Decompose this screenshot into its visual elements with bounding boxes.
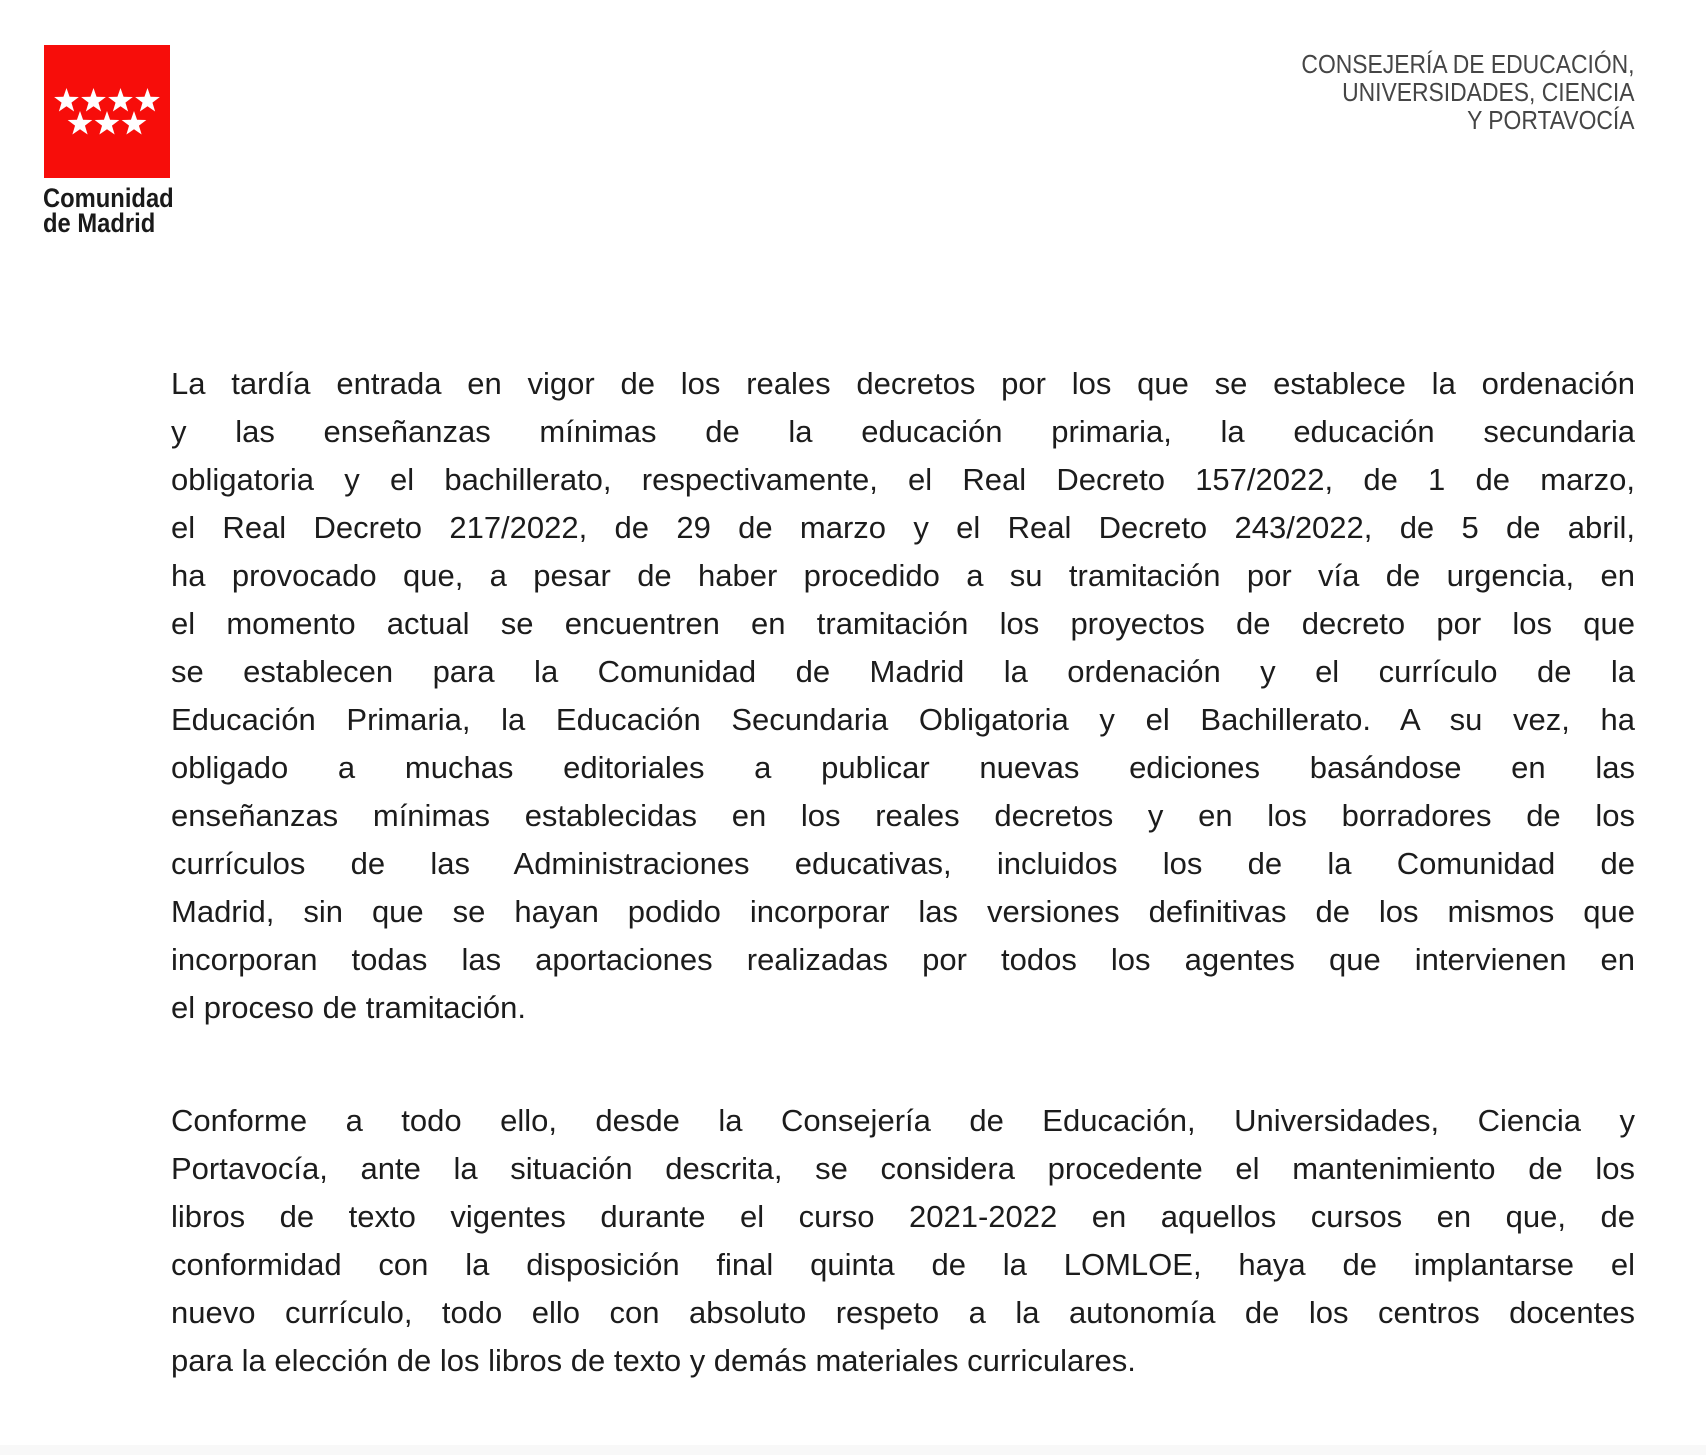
text-line: CONSEJERÍA DE EDUCACIÓN, — [1301, 49, 1635, 79]
text-line: UNIVERSIDADES, CIENCIA — [1342, 77, 1635, 107]
text-line: Y PORTAVOCÍA — [1467, 105, 1635, 135]
text-line: libros de texto vigentes durante el curso 2021-2022 en aquellos cursos en que, de — [171, 1199, 1635, 1234]
text-line: para la elección de los libros de texto y demás materiales curriculares. — [171, 1343, 1136, 1378]
paragraph-2 — [171, 1097, 1635, 1385]
logo-caption-line1: Comunidad — [43, 183, 174, 213]
logo-caption-line2: de Madrid — [43, 208, 156, 238]
department-header — [1302, 50, 1635, 134]
text-line: Madrid, sin que se hayan podido incorporar las versiones definitivas de los mismos que — [171, 894, 1635, 929]
text-line: Portavocía, ante la situación descrita, se considera procedente el mantenimiento de los — [171, 1151, 1635, 1186]
page-bottom-band — [0, 1445, 1706, 1455]
text-line: y las enseñanzas mínimas de la educación primaria, la educación secundaria — [171, 414, 1635, 449]
text-line: incorporan todas las aportaciones realizadas por todos los agentes que intervienen en — [171, 942, 1635, 977]
text-line: Conforme a todo ello, desde la Consejería de Educación, Universidades, Ciencia y — [171, 1103, 1635, 1138]
text-line: obligatoria y el bachillerato, respectivamente, el Real Decreto 157/2022, de 1 de marzo, — [171, 462, 1635, 497]
letter-body — [171, 360, 1635, 1385]
text-line: Educación Primaria, la Educación Secundaria Obligatoria y el Bachillerato. A su vez, ha — [171, 702, 1635, 737]
text-line: enseñanzas mínimas establecidas en los reales decretos y en los borradores de los — [171, 798, 1635, 833]
text-line: el proceso de tramitación. — [171, 990, 526, 1025]
logo-caption — [43, 183, 174, 238]
text-line: el Real Decreto 217/2022, de 29 de marzo y el Real Decreto 243/2022, de 5 de abril, — [171, 510, 1635, 545]
text-line: nuevo currículo, todo ello con absoluto respeto a la autonomía de los centros docentes — [171, 1295, 1635, 1330]
text-line: La tardía entrada en vigor de los reales decretos por los que se establece la ordenación — [171, 366, 1635, 401]
text-line: ha provocado que, a pesar de haber procedido a su tramitación por vía de urgencia, en — [171, 558, 1635, 593]
text-line: se establecen para la Comunidad de Madrid la ordenación y el currículo de la — [171, 654, 1635, 689]
text-line: obligado a muchas editoriales a publicar nuevas ediciones basándose en las — [171, 750, 1635, 785]
paragraph-1 — [171, 360, 1635, 1032]
text-line: conformidad con la disposición final quinta de la LOMLOE, haya de implantarse el — [171, 1247, 1635, 1282]
text-line: currículos de las Administraciones educativas, incluidos los de la Comunidad de — [171, 846, 1635, 881]
text-line: el momento actual se encuentren en tramitación los proyectos de decreto por los que — [171, 606, 1635, 641]
comunidad-de-madrid-flag-icon — [44, 45, 170, 178]
